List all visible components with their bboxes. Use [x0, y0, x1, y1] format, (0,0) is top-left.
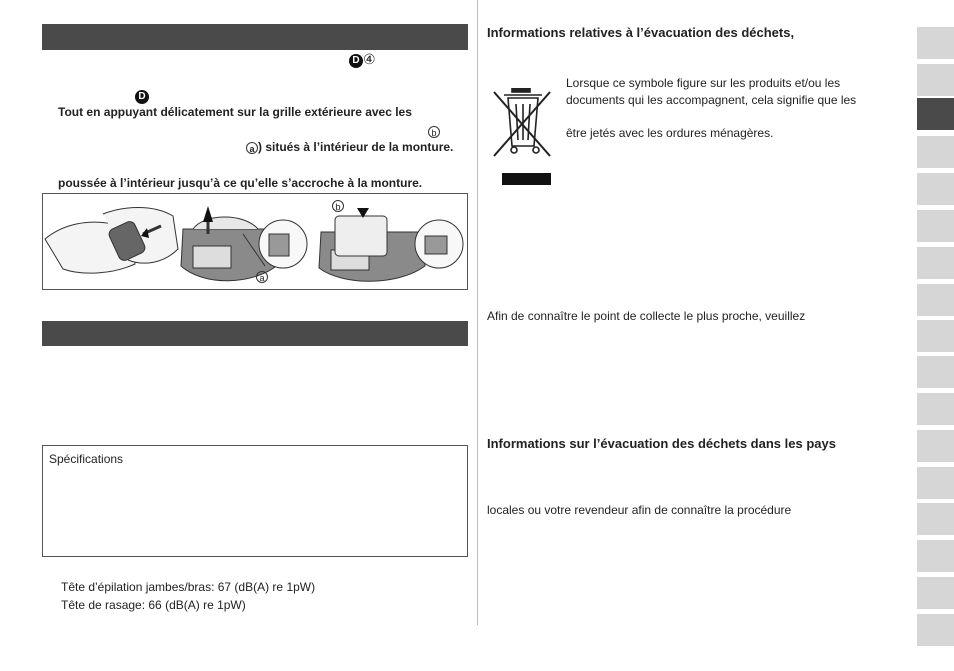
side-tab-15[interactable] — [917, 540, 954, 572]
side-tab-3-active[interactable] — [917, 98, 954, 130]
instruction-line-1: Tout en appuyant délicatement sur la grille extérieure avec les — [58, 105, 412, 119]
side-tab-14[interactable] — [917, 503, 954, 535]
side-tab-1[interactable] — [917, 27, 954, 59]
side-tab-12[interactable] — [917, 430, 954, 462]
step-marker — [349, 52, 376, 68]
side-tab-13[interactable] — [917, 467, 954, 499]
side-tab-4[interactable] — [917, 136, 954, 168]
side-tab-6[interactable] — [917, 210, 954, 242]
disposal-heading: Informations relatives à l’évacuation des déchets, — [487, 25, 795, 40]
disposal-other-countries-heading: Informations sur l’évacuation des déchets dans les pays — [487, 436, 836, 451]
side-tab-17[interactable] — [917, 614, 954, 646]
marker-b-line — [428, 124, 440, 139]
noise-line-1: Tête d’épilation jambes/bras: 67 (dB(A) re 1pW) — [61, 580, 316, 594]
crossed-bin-icon — [492, 88, 554, 193]
collection-point-text: Afin de connaître le point de collecte le plus proche, veuillez — [487, 309, 806, 323]
section-header-bar-2 — [42, 321, 468, 346]
illus-label-b: b — [332, 200, 344, 212]
side-tab-2[interactable] — [917, 64, 954, 96]
noise-line-2: Tête de rasage: 66 (dB(A) re 1pW) — [61, 598, 246, 612]
shaver-head-illustration — [43, 194, 467, 289]
symbol-text-line-1: Lorsque ce symbole figure sur les produits et/ou les — [566, 76, 841, 90]
side-tab-10[interactable] — [917, 356, 954, 388]
symbol-text-line-3: être jetés avec les ordures ménagères. — [566, 126, 774, 140]
step-d-icon-2: D — [135, 90, 149, 104]
step-number: ④ — [363, 51, 376, 67]
specifications-box — [42, 445, 468, 557]
step-d-icon: D — [349, 54, 363, 68]
side-tab-11[interactable] — [917, 393, 954, 425]
circled-a-icon: a — [246, 142, 258, 154]
instruction-line-2-text: ) situés à l’intérieur de la monture. — [258, 140, 454, 154]
illus-label-a: a — [256, 271, 268, 283]
step-d-marker — [135, 88, 149, 106]
side-tab-16[interactable] — [917, 577, 954, 609]
side-tab-8[interactable] — [917, 284, 954, 316]
instruction-line-2 — [246, 140, 453, 155]
instruction-line-3: poussée à l’intérieur jusqu’à ce qu’elle s’accroche à la monture. — [58, 176, 423, 190]
side-tab-5[interactable] — [917, 173, 954, 205]
column-divider — [477, 0, 478, 625]
section-header-bar-1 — [42, 24, 468, 50]
local-authorities-text: locales ou votre revendeur afin de connaître la procédure — [487, 503, 792, 517]
specifications-title: Spécifications — [49, 452, 124, 466]
side-tab-7[interactable] — [917, 247, 954, 279]
circled-b-icon: b — [428, 126, 440, 138]
side-tab-9[interactable] — [917, 320, 954, 352]
symbol-text-line-2: documents qui les accompagnent, cela signifie que les — [566, 93, 857, 107]
illustration-panel — [42, 193, 468, 290]
